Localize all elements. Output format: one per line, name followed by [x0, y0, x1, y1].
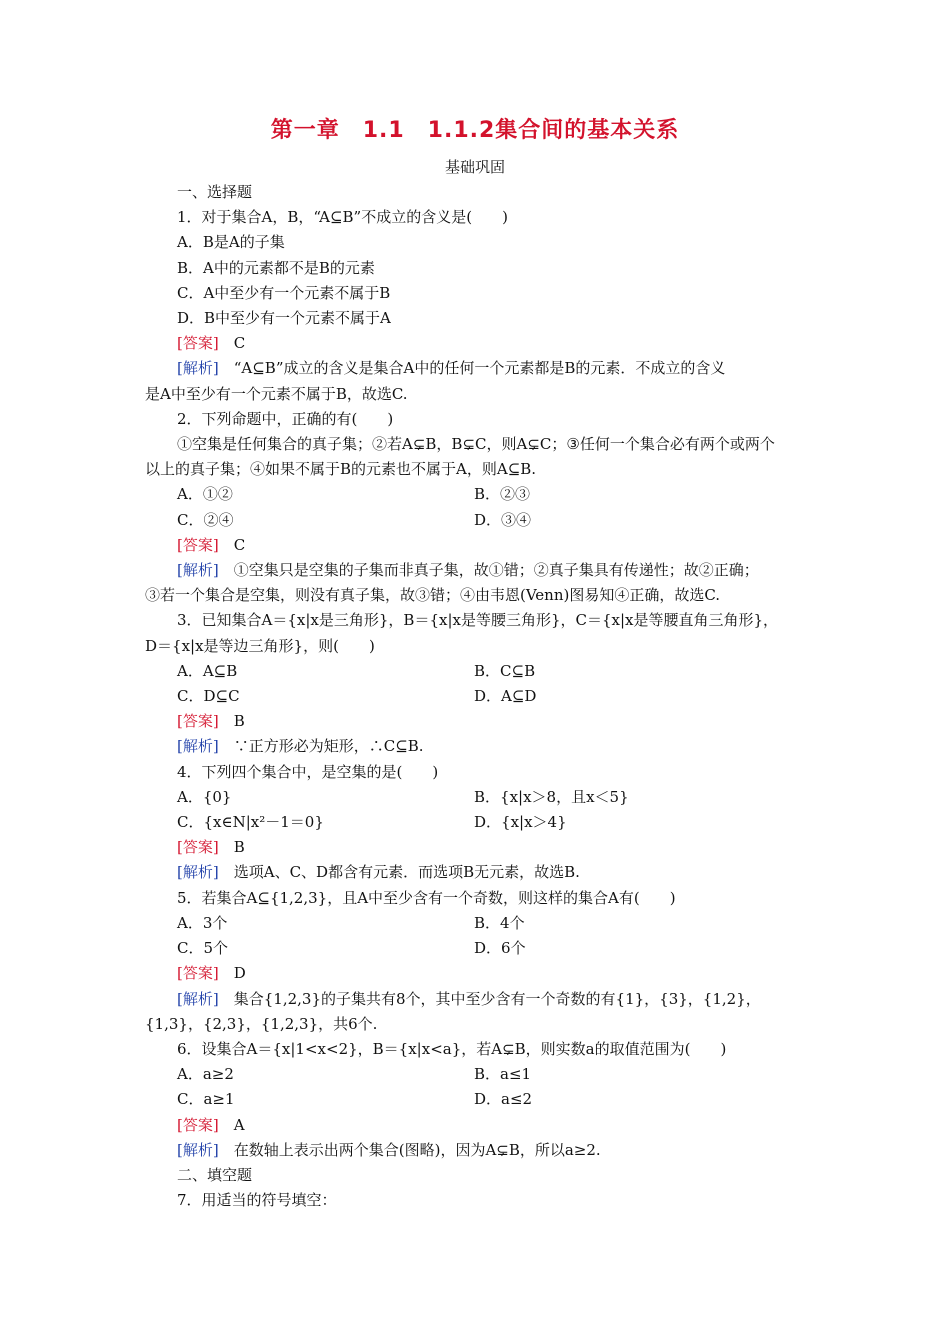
answer-value: C	[233, 535, 246, 554]
option-row	[145, 785, 813, 810]
analysis-text: ∵正方形必为矩形，∴C⊆B.	[233, 737, 424, 756]
answer-line	[145, 961, 813, 986]
analysis-text: “A⊆B”成立的含义是集合A中的任何一个元素都是B的元素．不成立的含义	[233, 359, 726, 378]
option: B．4个	[474, 913, 525, 932]
answer-tag: [答案]	[177, 712, 219, 731]
analysis-text: ①空集只是空集的子集而非真子集，故①错；②真子集具有传递性；故②正确；	[233, 561, 759, 580]
analysis-line	[145, 860, 813, 885]
analysis-tag: [解析]	[177, 1140, 219, 1159]
option-row	[145, 508, 813, 533]
analysis-text: 是A中至少有一个元素不属于B，故选C.	[145, 384, 408, 403]
option: D．B中至少有一个元素不属于A	[177, 309, 391, 328]
answer-tag: [答案]	[177, 964, 219, 983]
option: C．5个	[177, 939, 229, 958]
answer-tag: [答案]	[177, 334, 219, 353]
option: B．{x|x＞8，且x＜5}	[474, 787, 629, 806]
option: B．a≤1	[474, 1065, 532, 1084]
question-stem: 1．对于集合A，B，“A⊆B”不成立的含义是( )	[177, 208, 508, 227]
option-row	[145, 659, 813, 684]
option: C．②④	[177, 510, 234, 529]
question-stem: 7．用适当的符号填空：	[177, 1191, 337, 1210]
option: A．a≥2	[177, 1065, 234, 1084]
answer-line	[145, 709, 813, 734]
option: D．6个	[474, 939, 526, 958]
analysis-tag: [解析]	[177, 737, 219, 756]
question-stem: 6．设集合A＝{x|1<x<2}，B＝{x|x<a}，若A⊊B，则实数a的取值范围为( )	[177, 1039, 727, 1058]
option: C．D⊆C	[177, 687, 240, 706]
answer-value: A	[233, 1115, 245, 1134]
option-row	[145, 482, 813, 507]
option: A．3个	[177, 913, 228, 932]
question-stem: ①空集是任何集合的真子集；②若A⊊B，B⊊C，则A⊊C；③任何一个集合必有两个或两个	[177, 435, 775, 454]
option: C．a≥1	[177, 1090, 235, 1109]
option-row	[145, 684, 813, 709]
option-row	[145, 936, 813, 961]
question-stem: D＝{x|x是等边三角形}，则( )	[145, 636, 375, 655]
answer-tag: [答案]	[177, 1115, 219, 1134]
answer-tag: [答案]	[177, 838, 219, 857]
question-stem: 3．已知集合A＝{x|x是三角形}，B＝{x|x是等腰三角形}，C＝{x|x是等腰直角三角形}，	[177, 611, 779, 630]
analysis-text: {1,3}，{2,3}，{1,2,3}，共6个.	[145, 1014, 378, 1033]
option: C．{x∈N|x²－1＝0}	[177, 813, 324, 832]
option: D．a≤2	[474, 1090, 533, 1109]
analysis-text: 在数轴上表示出两个集合(图略)，因为A⊊B，所以a≥2.	[233, 1140, 601, 1159]
section-heading: 二、填空题	[177, 1165, 253, 1184]
option: D．{x|x＞4}	[474, 813, 567, 832]
option: C．A中至少有一个元素不属于B	[177, 283, 391, 302]
question-stem: 5．若集合A⊆{1,2,3}，且A中至少含有一个奇数，则这样的集合A有( )	[177, 888, 676, 907]
question-stem: 4．下列四个集合中，是空集的是( )	[177, 762, 439, 781]
answer-line	[145, 1113, 813, 1138]
answer-tag: [答案]	[177, 535, 219, 554]
analysis-line	[145, 987, 813, 1012]
question-stem: 以上的真子集；④如果不属于B的元素也不属于A，则A⊆B.	[145, 460, 537, 479]
analysis-tag: [解析]	[177, 989, 219, 1008]
option: A．A⊆B	[177, 661, 238, 680]
analysis-text: ③若一个集合是空集，则没有真子集，故③错；④由韦恩(Venn)图易知④正确，故选C.	[145, 586, 721, 605]
option-row	[145, 810, 813, 835]
option: B．A中的元素都不是B的元素	[177, 258, 375, 277]
document-body	[145, 180, 813, 1213]
option: D．A⊆D	[474, 687, 537, 706]
analysis-text: 选项A、C、D都含有元素．而选项B无元素，故选B.	[233, 863, 580, 882]
analysis-line	[145, 558, 813, 583]
page-subtitle: 基础巩固	[444, 158, 505, 176]
option: B．②③	[474, 485, 531, 504]
option: A．{0}	[177, 787, 232, 806]
option: B．C⊆B	[474, 661, 536, 680]
answer-value: B	[233, 712, 245, 731]
answer-line	[145, 331, 813, 356]
option-row	[145, 911, 813, 936]
answer-value: D	[233, 964, 246, 983]
answer-line	[145, 835, 813, 860]
analysis-tag: [解析]	[177, 561, 219, 580]
analysis-line	[145, 1138, 813, 1163]
answer-value: C	[233, 334, 246, 353]
option: D．③④	[474, 510, 532, 529]
analysis-line	[145, 734, 813, 759]
option-row	[145, 1087, 813, 1112]
answer-line	[145, 533, 813, 558]
option: A．①②	[177, 485, 233, 504]
analysis-text: 集合{1,2,3}的子集共有8个，其中至少含有一个奇数的有{1}，{3}，{1,2}，	[233, 989, 761, 1008]
analysis-line	[145, 356, 813, 381]
option: A．B是A的子集	[177, 233, 285, 252]
page-title: 第一章 1.1 1.1.2集合间的基本关系	[270, 118, 680, 143]
analysis-tag: [解析]	[177, 863, 219, 882]
analysis-tag: [解析]	[177, 359, 219, 378]
answer-value: B	[233, 838, 245, 857]
option-row	[145, 1062, 813, 1087]
section-heading: 一、选择题	[177, 183, 253, 201]
question-stem: 2．下列命题中，正确的有( )	[177, 409, 394, 428]
